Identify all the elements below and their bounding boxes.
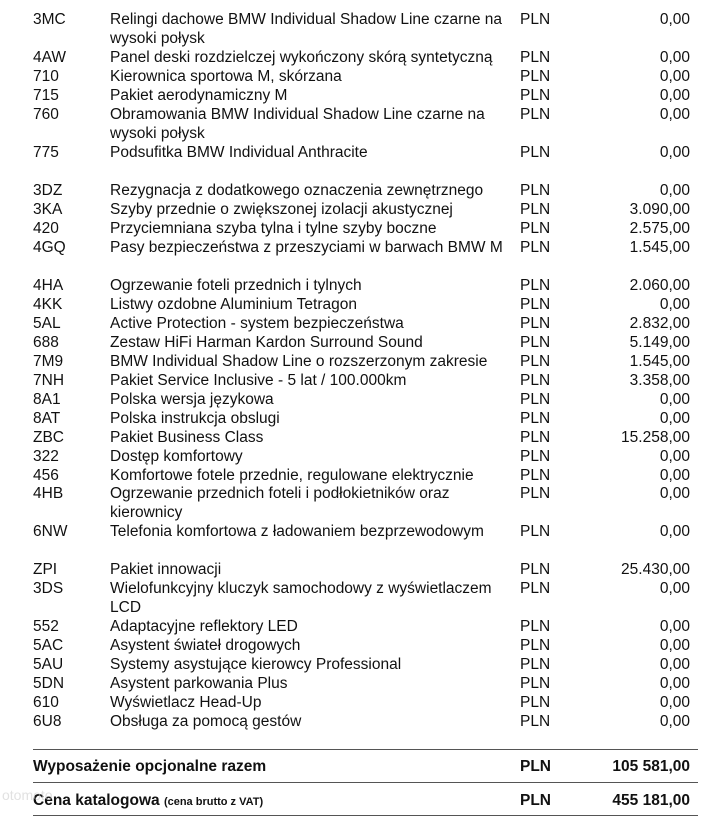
option-code: 5AL xyxy=(33,315,61,332)
option-code: 6U8 xyxy=(33,713,62,730)
option-code: 5AC xyxy=(33,637,64,654)
option-price: 0,00 xyxy=(659,144,690,161)
option-code: ZPI xyxy=(33,561,58,578)
option-description: Wielofunkcyjny kluczyk samochodowy z wyświetlaczem LCD xyxy=(110,580,492,616)
option-price: 3.090,00 xyxy=(629,201,690,218)
option-description: Polska wersja językowa xyxy=(110,391,274,408)
option-currency: PLN xyxy=(520,11,551,28)
option-description: Wyświetlacz Head-Up xyxy=(110,694,262,711)
option-description: Pakiet aerodynamiczny M xyxy=(110,87,288,104)
option-code: 4HA xyxy=(33,277,64,294)
option-code: 456 xyxy=(33,467,59,484)
option-description: Pakiet Service Inclusive - 5 lat / 100.000km xyxy=(110,372,407,389)
option-price: 0,00 xyxy=(659,296,690,313)
option-currency: PLN xyxy=(520,656,551,673)
option-description: Polska instrukcja obslugi xyxy=(110,410,280,427)
option-currency: PLN xyxy=(520,448,551,465)
option-description: Komfortowe fotele przednie, regulowane elektrycznie xyxy=(110,467,474,484)
divider-middle xyxy=(33,782,698,783)
option-description: Asystent świateł drogowych xyxy=(110,637,301,654)
option-description: Zestaw HiFi Harman Kardon Surround Sound xyxy=(110,334,423,351)
option-currency: PLN xyxy=(520,429,551,446)
option-price: 5.149,00 xyxy=(629,334,690,351)
option-description: Kierownica sportowa M, skórzana xyxy=(110,68,342,85)
option-currency: PLN xyxy=(520,144,551,161)
option-code: 420 xyxy=(33,220,59,237)
option-currency: PLN xyxy=(520,201,551,218)
option-price: 0,00 xyxy=(659,485,690,502)
option-description: Podsufitka BMW Individual Anthracite xyxy=(110,144,368,161)
option-currency: PLN xyxy=(520,713,551,730)
option-price: 1.545,00 xyxy=(629,353,690,370)
option-description: Panel deski rozdzielczej wykończony skórą syntetyczną xyxy=(110,49,493,66)
option-currency: PLN xyxy=(520,239,551,256)
option-code: 610 xyxy=(33,694,59,711)
option-code: 322 xyxy=(33,448,59,465)
option-description: Obramowania BMW Individual Shadow Line czarne na wysoki połysk xyxy=(110,106,485,142)
option-description: Rezygnacja z dodatkowego oznaczenia zewnętrznego xyxy=(110,182,484,199)
option-currency: PLN xyxy=(520,353,551,370)
option-code: 3KA xyxy=(33,201,63,218)
option-currency: PLN xyxy=(520,49,551,66)
option-code: 4AW xyxy=(33,49,67,66)
option-currency: PLN xyxy=(520,467,551,484)
option-currency: PLN xyxy=(520,87,551,104)
option-currency: PLN xyxy=(520,485,551,502)
option-price: 0,00 xyxy=(659,523,690,540)
option-currency: PLN xyxy=(520,675,551,692)
list-price-label xyxy=(33,791,263,812)
list-price-note: (cena brutto z VAT) xyxy=(163,796,264,808)
option-code: 5DN xyxy=(33,675,65,692)
divider-bottom xyxy=(33,815,698,816)
option-code: 5AU xyxy=(33,656,64,673)
option-code: ZBC xyxy=(33,429,64,446)
option-price: 0,00 xyxy=(659,182,690,199)
option-price: 25.430,00 xyxy=(621,561,690,578)
option-description: Przyciemniana szyba tylna i tylne szyby boczne xyxy=(110,220,437,237)
option-code: 8AT xyxy=(33,410,61,427)
option-price: 3.358,00 xyxy=(629,372,690,389)
option-price: 0,00 xyxy=(659,694,690,711)
options-total-currency: PLN xyxy=(520,758,551,775)
list-price-label-text: Cena katalogowa xyxy=(33,792,160,809)
option-price: 0,00 xyxy=(659,49,690,66)
option-currency: PLN xyxy=(520,637,551,654)
options-total-label: Wyposażenie opcjonalne razem xyxy=(33,758,267,775)
option-code: 3DZ xyxy=(33,182,63,199)
option-description: Active Protection - system bezpieczeństwa xyxy=(110,315,404,332)
option-currency: PLN xyxy=(520,68,551,85)
option-description: Ogrzewanie foteli przednich i tylnych xyxy=(110,277,362,294)
options-total-value: 105 581,00 xyxy=(612,758,690,775)
option-currency: PLN xyxy=(520,694,551,711)
option-price: 15.258,00 xyxy=(621,429,690,446)
option-description: Asystent parkowania Plus xyxy=(110,675,288,692)
divider-top xyxy=(33,749,698,750)
option-code: 7NH xyxy=(33,372,65,389)
option-price: 0,00 xyxy=(659,448,690,465)
option-price: 2.060,00 xyxy=(629,277,690,294)
option-code: 3DS xyxy=(33,580,64,597)
option-description: Pasy bezpieczeństwa z przeszyciami w barwach BMW M xyxy=(110,239,503,256)
option-code: 4GQ xyxy=(33,239,66,256)
option-price: 0,00 xyxy=(659,675,690,692)
option-currency: PLN xyxy=(520,523,551,540)
option-currency: PLN xyxy=(520,296,551,313)
option-code: 3MC xyxy=(33,11,66,28)
list-price-value: 455 181,00 xyxy=(612,792,690,809)
option-currency: PLN xyxy=(520,106,551,123)
option-description: Szyby przednie o zwiększonej izolacji akustycznej xyxy=(110,201,453,218)
option-currency: PLN xyxy=(520,220,551,237)
option-description: BMW Individual Shadow Line o rozszerzonym zakresie xyxy=(110,353,488,370)
option-code: 775 xyxy=(33,144,59,161)
option-code: 8A1 xyxy=(33,391,61,408)
option-description: Adaptacyjne reflektory LED xyxy=(110,618,298,635)
option-description: Telefonia komfortowa z ładowaniem bezprzewodowym xyxy=(110,523,484,540)
option-code: 688 xyxy=(33,334,59,351)
option-price: 0,00 xyxy=(659,580,690,597)
option-price: 0,00 xyxy=(659,87,690,104)
option-price: 0,00 xyxy=(659,391,690,408)
option-price: 0,00 xyxy=(659,618,690,635)
option-code: 552 xyxy=(33,618,59,635)
option-description: Pakiet innowacji xyxy=(110,561,222,578)
option-price: 0,00 xyxy=(659,11,690,28)
option-price: 1.545,00 xyxy=(629,239,690,256)
watermark: otomoto xyxy=(2,787,53,803)
option-description: Pakiet Business Class xyxy=(110,429,264,446)
option-currency: PLN xyxy=(520,315,551,332)
option-currency: PLN xyxy=(520,618,551,635)
option-description: Ogrzewanie przednich foteli i podłokietników oraz kierownicy xyxy=(110,485,450,521)
option-description: Dostęp komfortowy xyxy=(110,448,243,465)
option-currency: PLN xyxy=(520,334,551,351)
option-price: 0,00 xyxy=(659,68,690,85)
option-price: 0,00 xyxy=(659,467,690,484)
option-price: 2.832,00 xyxy=(629,315,690,332)
option-currency: PLN xyxy=(520,580,551,597)
option-code: 4HB xyxy=(33,485,64,502)
option-code: 7M9 xyxy=(33,353,64,370)
option-currency: PLN xyxy=(520,182,551,199)
option-description: Listwy ozdobne Aluminium Tetragon xyxy=(110,296,357,313)
option-price: 0,00 xyxy=(659,106,690,123)
option-currency: PLN xyxy=(520,410,551,427)
option-code: 4KK xyxy=(33,296,63,313)
option-price: 0,00 xyxy=(659,410,690,427)
option-code: 715 xyxy=(33,87,59,104)
option-code: 760 xyxy=(33,106,59,123)
option-code: 6NW xyxy=(33,523,68,540)
option-price: 2.575,00 xyxy=(629,220,690,237)
option-price: 0,00 xyxy=(659,656,690,673)
option-price: 0,00 xyxy=(659,713,690,730)
option-description: Relingi dachowe BMW Individual Shadow Line czarne na wysoki połysk xyxy=(110,11,503,47)
list-price-currency: PLN xyxy=(520,792,551,809)
option-code: 710 xyxy=(33,68,59,85)
option-currency: PLN xyxy=(520,277,551,294)
option-currency: PLN xyxy=(520,372,551,389)
option-price: 0,00 xyxy=(659,637,690,654)
option-currency: PLN xyxy=(520,561,551,578)
option-description: Obsługa za pomocą gestów xyxy=(110,713,302,730)
option-description: Systemy asystujące kierowcy Professional xyxy=(110,656,402,673)
option-currency: PLN xyxy=(520,391,551,408)
